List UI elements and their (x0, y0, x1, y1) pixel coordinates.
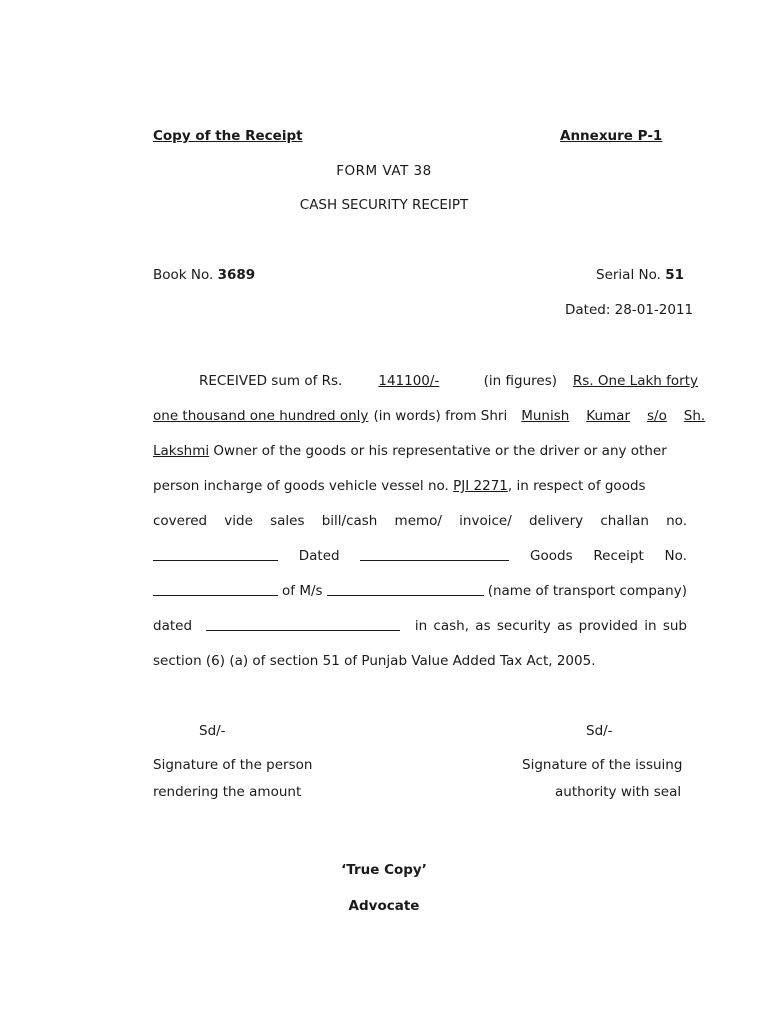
book-value: 3689 (217, 267, 256, 283)
receipt-type: CASH SECURITY RECEIPT (299, 197, 469, 213)
payer-name-word: Sh. (683, 408, 706, 424)
book-number (153, 267, 255, 283)
word: Dated (298, 548, 340, 564)
receipt-date: Dated: 28-01-2011 (565, 302, 694, 318)
word: covered (153, 513, 208, 529)
challan-number-blank (153, 548, 278, 561)
line3-text: Owner of the goods or his representative or the driver or any other (213, 443, 667, 459)
dated-blank (206, 618, 400, 631)
in-words-from: (in words) from Shri (373, 408, 508, 424)
transport-company-blank (327, 583, 484, 596)
word: memo/ (394, 513, 442, 529)
right-sd: Sd/- (586, 723, 613, 739)
challan-date-blank (360, 548, 509, 561)
amount-words-part1: Rs. One Lakh forty (572, 373, 698, 389)
body-line-6 (153, 548, 687, 564)
serial-value: 51 (665, 267, 684, 283)
word: bill/cash (321, 513, 378, 529)
word: delivery (528, 513, 584, 529)
word: challan (600, 513, 649, 529)
payer-name (507, 408, 705, 424)
form-name: FORM VAT 38 (336, 163, 432, 179)
body-line-7 (153, 583, 687, 599)
amount-words-part2: one thousand one hundred only (153, 408, 369, 424)
line8-text: in cash, as security as provided in sub (414, 618, 687, 634)
body-line-9: section (6) (a) of section 51 of Punjab Value Added Tax Act, 2005. (153, 653, 596, 669)
advocate-label: Advocate (348, 898, 420, 914)
annexure-label: Annexure P-1 (560, 128, 663, 144)
doc-title-left: Copy of the Receipt (153, 128, 303, 144)
payer-name-end: Lakshmi (153, 443, 210, 459)
word: no. (666, 513, 687, 529)
payer-name-word: Munish (521, 408, 570, 424)
payer-name-word: Kumar (586, 408, 631, 424)
right-signature-line2: authority with seal (555, 784, 682, 800)
line4-text-end: , in respect of goods (507, 478, 646, 494)
left-sd: Sd/- (199, 723, 226, 739)
transport-note: (name of transport company) (487, 583, 687, 599)
true-copy-label: ‘True Copy’ (341, 862, 427, 878)
payer-name-word: s/o (646, 408, 667, 424)
of-ms-label: of M/s (282, 583, 323, 599)
word: Receipt (593, 548, 644, 564)
goods-receipt-blank (153, 583, 278, 596)
body-line-2 (153, 408, 705, 424)
body-line-3 (153, 443, 667, 459)
word: No. (664, 548, 687, 564)
word: sales (270, 513, 305, 529)
serial-label: Serial No. (596, 267, 661, 283)
book-label: Book No. (153, 267, 214, 283)
line4-text: person incharge of goods vehicle vessel no. (153, 478, 449, 494)
vehicle-number: PJI 2271 (453, 478, 508, 494)
amount-figures: 141100/- (378, 373, 440, 389)
serial-number (596, 267, 684, 283)
body-line-1 (199, 373, 698, 389)
right-signature-line1: Signature of the issuing (522, 757, 683, 773)
word: Goods (530, 548, 573, 564)
received-prefix: RECEIVED sum of Rs. (199, 373, 343, 389)
left-signature-line2: rendering the amount (153, 784, 302, 800)
word: vide (224, 513, 253, 529)
left-signature-line1: Signature of the person (153, 757, 313, 773)
in-figures-label: (in figures) (483, 373, 557, 389)
body-line-8 (153, 618, 687, 634)
body-line-4 (153, 478, 646, 494)
word: invoice/ (459, 513, 512, 529)
body-line-5 (153, 513, 687, 529)
word: dated (153, 618, 193, 634)
